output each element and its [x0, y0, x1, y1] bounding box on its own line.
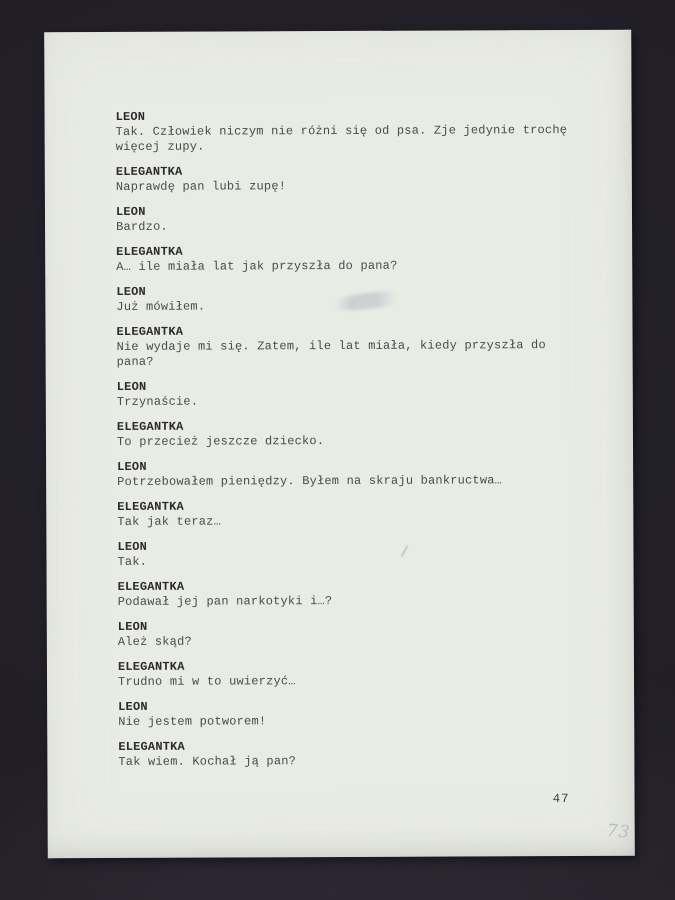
dialogue-block: [116, 163, 568, 195]
dialogue-text: A… ile miała lat jak przyszła do pana?: [116, 258, 398, 274]
dialogue-block: [118, 618, 570, 650]
page-number: 47: [552, 791, 570, 807]
dialogue-block: [117, 458, 569, 490]
character-cue: LEON: [115, 109, 146, 124]
dialogue-block: [116, 108, 568, 155]
dialogue-text: Podawał jej pan narkotyki i…?: [117, 594, 333, 609]
character-cue: ELEGANTKA: [117, 499, 184, 514]
dialogue-text: Tak.: [117, 554, 148, 569]
character-cue: ELEGANTKA: [116, 244, 183, 259]
script-blocks: [116, 108, 570, 780]
dialogue-text: Trudno mi w to uwierzyć…: [118, 674, 296, 689]
dialogue-text: Bardzo.: [116, 219, 168, 234]
dialogue-text: Tak wiem. Kochał ją pan?: [118, 754, 297, 769]
dialogue-block: [118, 698, 570, 730]
dialogue-text: To przecież jeszcze dziecko.: [116, 434, 325, 449]
character-cue: ELEGANTKA: [116, 324, 184, 339]
dialogue-text: Potrzebowałem pieniędzy. Byłem na skraju bankructwa…: [117, 473, 503, 489]
dialogue-text: Naprawdę pan lubi zupę!: [115, 179, 287, 194]
dialogue-text: Już mówiłem.: [116, 299, 206, 314]
document-page: [44, 30, 635, 859]
dialogue-block: [117, 378, 569, 410]
dialogue-text: Tak. Człowiek niczym nie różni się od psa. Zje jedynie trochę więcej zupy.: [115, 123, 568, 154]
dialogue-block: [118, 578, 570, 610]
character-cue: LEON: [117, 619, 148, 634]
handwritten-number: 73: [605, 820, 632, 843]
dialogue-block: [118, 738, 570, 770]
dialogue-block: [117, 538, 569, 570]
character-cue: ELEGANTKA: [115, 164, 183, 179]
dialogue-block: [117, 418, 569, 450]
dialogue-block: [116, 243, 568, 275]
character-cue: LEON: [115, 204, 146, 219]
dialogue-block: [116, 323, 568, 370]
dialogue-text: Nie jestem potworem!: [118, 714, 267, 729]
dialogue-text: Ależ skąd?: [117, 634, 192, 649]
character-cue: LEON: [118, 699, 148, 714]
dialogue-block: [117, 498, 569, 530]
dialogue-block: [118, 658, 570, 690]
dialogue-text: Trzynaście.: [116, 394, 199, 409]
character-cue: LEON: [116, 379, 147, 394]
dialogue-text: Tak jak teraz…: [117, 514, 221, 529]
character-cue: ELEGANTKA: [118, 739, 185, 754]
character-cue: ELEGANTKA: [117, 579, 185, 594]
character-cue: LEON: [116, 284, 146, 299]
character-cue: ELEGANTKA: [117, 659, 185, 674]
dialogue-text: Nie wydaje mi się. Zatem, ile lat miała, kiedy przyszła do pana?: [116, 338, 546, 369]
character-cue: LEON: [117, 459, 147, 474]
dialogue-block: [116, 203, 568, 235]
character-cue: LEON: [117, 539, 148, 554]
character-cue: ELEGANTKA: [116, 419, 184, 434]
